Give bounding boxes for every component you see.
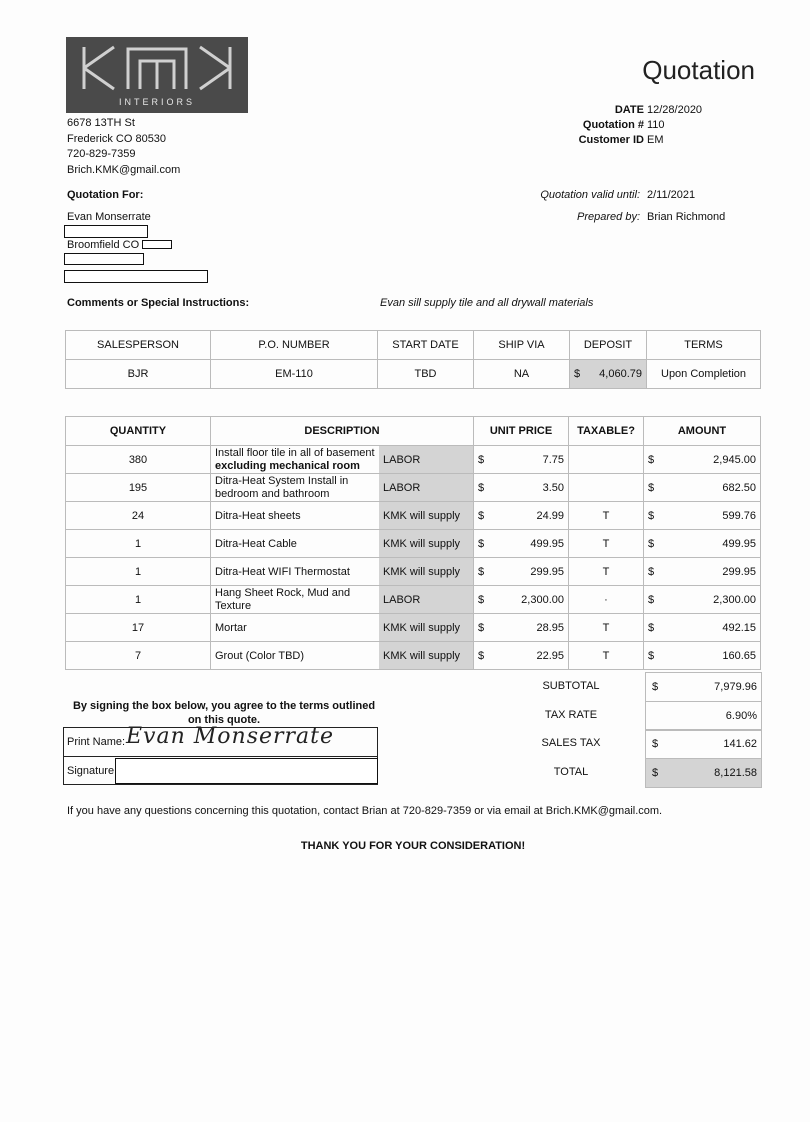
terms-value: Upon Completion bbox=[647, 360, 761, 389]
item-unit-price bbox=[474, 530, 569, 558]
line-items-table bbox=[65, 416, 761, 670]
item-type: KMK will supply bbox=[379, 502, 474, 530]
currency-symbol: $ bbox=[478, 453, 485, 466]
customer-id-label: Customer ID bbox=[578, 134, 644, 146]
item-description: Mortar bbox=[215, 621, 247, 634]
item-type: LABOR bbox=[379, 446, 474, 474]
table-header-row bbox=[66, 417, 761, 446]
sales-tax-label: SALES TAX bbox=[541, 737, 601, 749]
tax-rate-value: 6.90% bbox=[725, 710, 757, 722]
customer-name: Evan Monserrate bbox=[67, 211, 151, 223]
subtotal-value: 7,979.96 bbox=[714, 681, 757, 693]
item-description-cell bbox=[211, 614, 380, 642]
currency-symbol: $ bbox=[648, 453, 655, 466]
salesperson-value: BJR bbox=[66, 360, 211, 389]
total-box bbox=[645, 758, 762, 788]
item-description: Install floor tile in all of basement bbox=[215, 447, 375, 459]
currency-symbol: $ bbox=[652, 681, 659, 693]
address-phone: 720-829-7359 bbox=[67, 148, 136, 160]
valid-until-label: Quotation valid until: bbox=[540, 189, 640, 201]
amount-value: 160.65 bbox=[722, 649, 756, 662]
start-date-value: TBD bbox=[378, 360, 474, 389]
item-unit-price bbox=[474, 446, 569, 474]
item-unit-price bbox=[474, 614, 569, 642]
item-taxable bbox=[569, 446, 644, 474]
logo-subtitle: INTERIORS bbox=[118, 97, 195, 107]
print-name-row[interactable] bbox=[64, 724, 377, 757]
item-description: Ditra-Heat WIFI Thermostat bbox=[215, 565, 350, 578]
item-description-cell bbox=[211, 446, 380, 474]
currency-symbol: $ bbox=[478, 509, 485, 522]
currency-symbol: $ bbox=[648, 509, 655, 522]
table-row bbox=[66, 558, 761, 586]
item-type: LABOR bbox=[379, 586, 474, 614]
item-description: Ditra-Heat Cable bbox=[215, 537, 297, 550]
table-row bbox=[66, 502, 761, 530]
item-amount bbox=[644, 530, 761, 558]
item-description-cell bbox=[211, 530, 380, 558]
col-amount: AMOUNT bbox=[644, 417, 761, 446]
item-description-cell bbox=[211, 558, 380, 586]
item-amount bbox=[644, 474, 761, 502]
item-quantity: 1 bbox=[66, 586, 211, 614]
col-quantity: QUANTITY bbox=[66, 417, 211, 446]
item-type: KMK will supply bbox=[379, 614, 474, 642]
kmk-logo-mark bbox=[78, 43, 236, 93]
col-unit-price: UNIT PRICE bbox=[474, 417, 569, 446]
tax-rate-box bbox=[645, 701, 762, 731]
amount-value: 499.95 bbox=[722, 537, 756, 550]
table-header-row bbox=[66, 331, 761, 360]
amount-value: 2,945.00 bbox=[713, 453, 756, 466]
item-description: Grout (Color TBD) bbox=[215, 649, 305, 662]
signature-label: Signature bbox=[67, 765, 115, 777]
customer-id-value: EM bbox=[647, 134, 664, 146]
item-amount bbox=[644, 502, 761, 530]
item-description-cell bbox=[211, 502, 380, 530]
address-street: 6678 13TH St bbox=[67, 117, 135, 129]
item-description-cell bbox=[211, 586, 380, 614]
amount-value: 2,300.00 bbox=[713, 593, 756, 606]
table-row bbox=[66, 360, 761, 389]
unit-price-value: 24.99 bbox=[536, 509, 564, 522]
col-description: DESCRIPTION bbox=[211, 417, 474, 446]
item-amount bbox=[644, 558, 761, 586]
item-taxable: T bbox=[569, 558, 644, 586]
item-amount bbox=[644, 614, 761, 642]
currency-symbol: $ bbox=[652, 767, 659, 779]
item-description: Ditra-Heat System Install in bbox=[215, 475, 349, 487]
col-deposit: DEPOSIT bbox=[570, 331, 647, 360]
table-row bbox=[66, 446, 761, 474]
quotation-for-label: Quotation For: bbox=[67, 189, 144, 201]
item-unit-price bbox=[474, 586, 569, 614]
item-taxable: T bbox=[569, 530, 644, 558]
item-type: KMK will supply bbox=[379, 530, 474, 558]
item-taxable: · bbox=[569, 586, 644, 614]
total-label: TOTAL bbox=[553, 766, 589, 778]
item-taxable: T bbox=[569, 502, 644, 530]
currency-symbol: $ bbox=[648, 621, 655, 634]
currency-symbol: $ bbox=[478, 565, 485, 578]
item-taxable bbox=[569, 474, 644, 502]
item-amount bbox=[644, 642, 761, 670]
ship-via-value: NA bbox=[474, 360, 570, 389]
item-taxable: T bbox=[569, 642, 644, 670]
unit-price-value: 7.75 bbox=[542, 453, 564, 466]
validity-block bbox=[0, 189, 810, 229]
item-amount bbox=[644, 586, 761, 614]
item-description: Hang Sheet Rock, Mud and bbox=[215, 587, 351, 599]
table-row bbox=[66, 530, 761, 558]
company-logo bbox=[66, 37, 248, 113]
unit-price-value: 499.95 bbox=[530, 537, 564, 550]
currency-symbol: $ bbox=[648, 565, 655, 578]
amount-value: 299.95 bbox=[722, 565, 756, 578]
item-unit-price bbox=[474, 502, 569, 530]
item-quantity: 7 bbox=[66, 642, 211, 670]
currency-symbol: $ bbox=[648, 537, 655, 550]
item-quantity: 1 bbox=[66, 558, 211, 586]
subtotal-row bbox=[65, 672, 761, 700]
col-start-date: START DATE bbox=[378, 331, 474, 360]
print-name-label: Print Name: bbox=[67, 736, 126, 748]
thank-you-note: THANK YOU FOR YOUR CONSIDERATION! bbox=[300, 840, 526, 852]
item-unit-price bbox=[474, 642, 569, 670]
order-info-table bbox=[65, 330, 761, 389]
unit-price-value: 22.95 bbox=[536, 649, 564, 662]
prepared-by-value: Brian Richmond bbox=[647, 211, 726, 223]
item-quantity: 195 bbox=[66, 474, 211, 502]
customer-city: Broomfield CO bbox=[67, 239, 140, 251]
date-label: DATE bbox=[614, 104, 644, 116]
total-value: 8,121.58 bbox=[714, 767, 757, 779]
table-row bbox=[66, 586, 761, 614]
table-row bbox=[66, 642, 761, 670]
amount-value: 492.15 bbox=[722, 621, 756, 634]
document-title: Quotation bbox=[642, 55, 755, 85]
unit-price-value: 299.95 bbox=[530, 565, 564, 578]
col-terms: TERMS bbox=[647, 331, 761, 360]
redaction-box bbox=[142, 240, 172, 249]
item-description: Ditra-Heat sheets bbox=[215, 509, 301, 522]
currency-symbol: $ bbox=[652, 738, 659, 750]
contact-note: If you have any questions concerning this quotation, contact Brian at 720-829-7359 or via email at Brich.KMK@gmail.com. bbox=[67, 805, 663, 817]
currency-symbol: $ bbox=[478, 621, 485, 634]
unit-price-value: 3.50 bbox=[542, 481, 564, 494]
currency-symbol: $ bbox=[478, 537, 485, 550]
amount-value: 682.50 bbox=[722, 481, 756, 494]
unit-price-value: 2,300.00 bbox=[521, 593, 564, 606]
currency-symbol: $ bbox=[574, 368, 581, 380]
deposit-value bbox=[570, 360, 647, 389]
subtotal-box bbox=[645, 672, 762, 702]
currency-symbol: $ bbox=[478, 593, 485, 606]
item-description-line2: excluding mechanical room bbox=[215, 459, 360, 472]
item-description-cell bbox=[211, 474, 380, 502]
col-taxable: TAXABLE? bbox=[569, 417, 644, 446]
company-address bbox=[67, 116, 180, 178]
item-taxable: T bbox=[569, 614, 644, 642]
tax-rate-label: TAX RATE bbox=[544, 709, 598, 721]
item-type: KMK will supply bbox=[379, 558, 474, 586]
table-row bbox=[66, 474, 761, 502]
item-quantity: 24 bbox=[66, 502, 211, 530]
sales-tax-value: 141.62 bbox=[723, 738, 757, 750]
quote-number-label: Quotation # bbox=[582, 119, 644, 131]
address-city: Frederick CO 80530 bbox=[67, 132, 167, 145]
item-type: KMK will supply bbox=[379, 642, 474, 670]
po-number-value: EM-110 bbox=[211, 360, 378, 389]
signature-redaction bbox=[115, 758, 378, 784]
item-quantity: 1 bbox=[66, 530, 211, 558]
quote-number-value: 110 bbox=[647, 119, 665, 131]
valid-until-value: 2/11/2021 bbox=[647, 189, 696, 201]
currency-symbol: $ bbox=[648, 649, 655, 662]
address-email: Brich.KMK@gmail.com bbox=[67, 163, 181, 176]
currency-symbol: $ bbox=[648, 593, 655, 606]
item-type: LABOR bbox=[379, 474, 474, 502]
print-name-handwritten: Evan Monserrate bbox=[126, 724, 335, 749]
item-quantity: 380 bbox=[66, 446, 211, 474]
item-description-cell bbox=[211, 642, 380, 670]
amount-value: 599.76 bbox=[722, 509, 756, 522]
sales-tax-box bbox=[645, 729, 762, 759]
unit-price-value: 28.95 bbox=[536, 621, 564, 634]
currency-symbol: $ bbox=[648, 481, 655, 494]
redaction-box bbox=[64, 253, 144, 265]
item-quantity: 17 bbox=[66, 614, 211, 642]
col-po-number: P.O. NUMBER bbox=[211, 331, 378, 360]
signature-instructions: By signing the box below, you agree to the terms outlined on this quote. bbox=[72, 700, 376, 726]
col-ship-via: SHIP VIA bbox=[474, 331, 570, 360]
date-value: 12/28/2020 bbox=[647, 104, 703, 116]
prepared-by-label: Prepared by: bbox=[577, 211, 640, 223]
item-amount bbox=[644, 446, 761, 474]
item-description-line2: bedroom and bathroom bbox=[215, 487, 330, 500]
item-unit-price bbox=[474, 474, 569, 502]
col-salesperson: SALESPERSON bbox=[66, 331, 211, 360]
currency-symbol: $ bbox=[478, 481, 485, 494]
redaction-box bbox=[64, 270, 208, 283]
item-description-line2: Texture bbox=[215, 599, 252, 612]
comments-label: Comments or Special Instructions: bbox=[67, 297, 250, 309]
currency-symbol: $ bbox=[478, 649, 485, 662]
deposit-amount: 4,060.79 bbox=[599, 368, 642, 380]
comments-text: Evan sill supply tile and all drywall materials bbox=[380, 297, 594, 309]
table-row bbox=[66, 614, 761, 642]
item-unit-price bbox=[474, 558, 569, 586]
subtotal-label: SUBTOTAL bbox=[542, 680, 600, 692]
